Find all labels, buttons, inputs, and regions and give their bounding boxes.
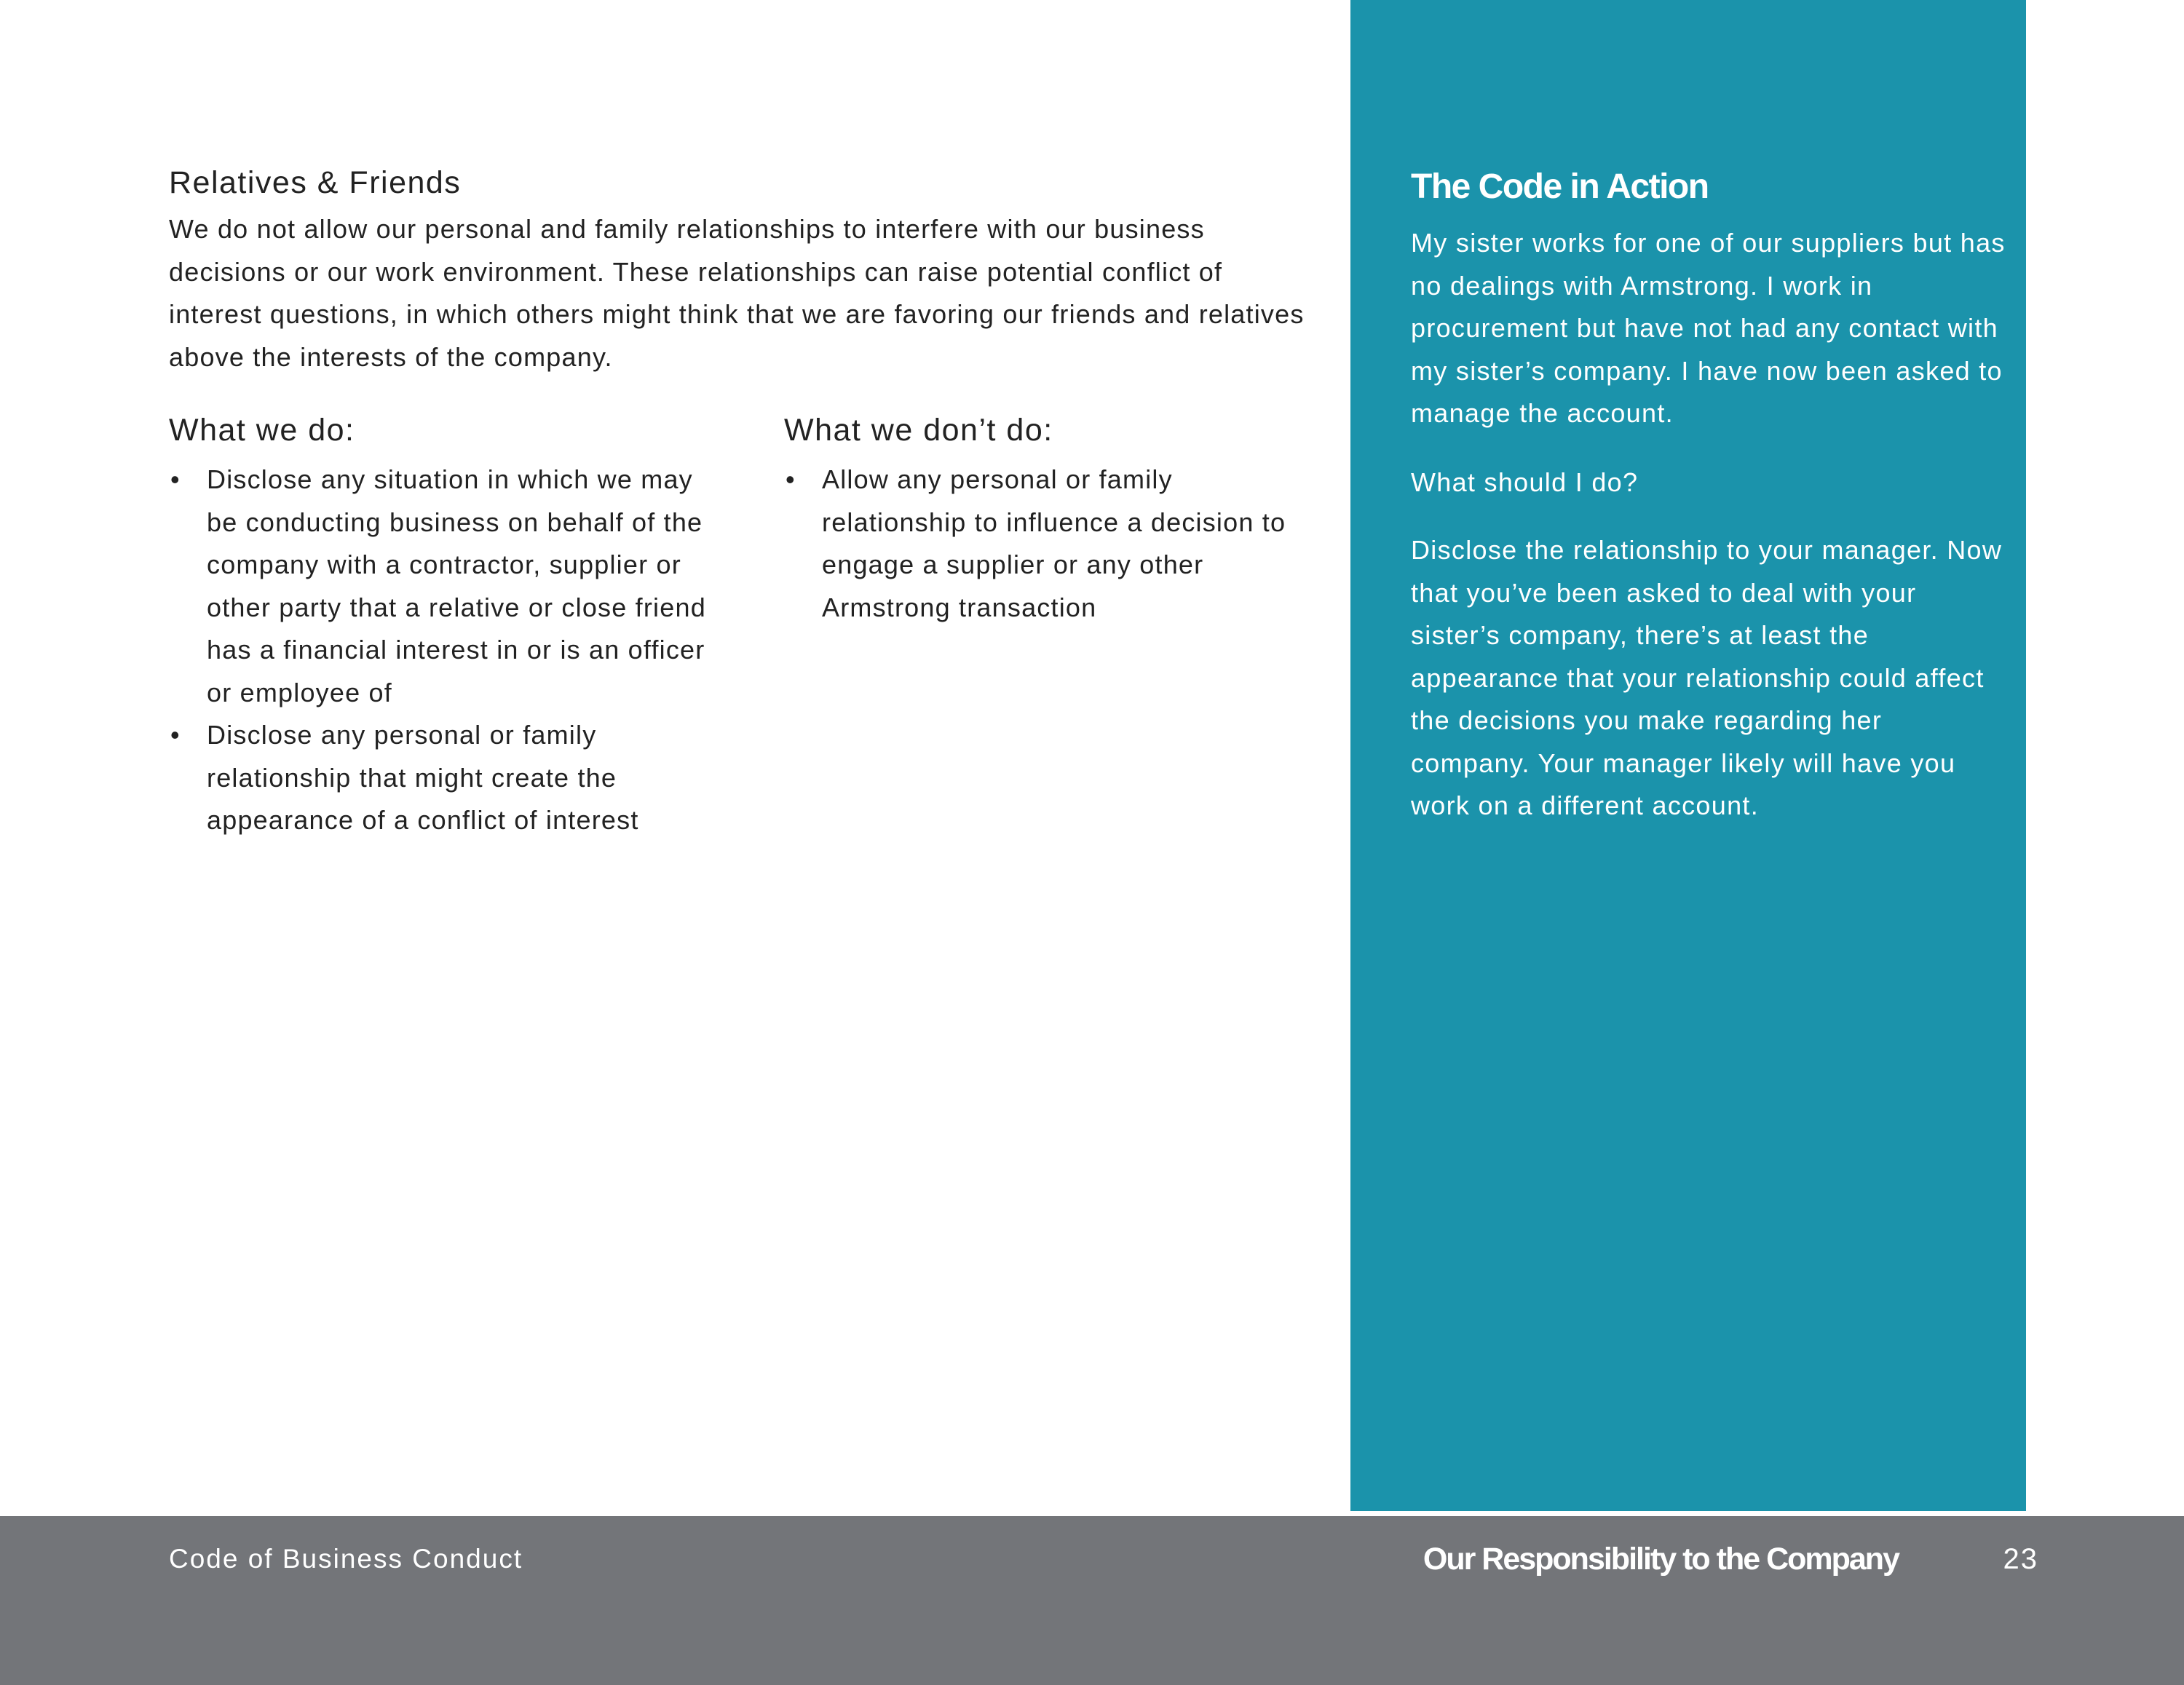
sidebar-answer: Disclose the relationship to your manager. Now that you’ve been asked to deal with your sister’s company, there’s at least the appearance that your relationship could affect the decisions you make regarding her company. Your manager likely will have you work on a different account. [1411,535,2003,820]
what-we-do-heading: What we do: [169,413,355,448]
what-we-dont-do-heading: What we don’t do: [784,413,1053,448]
footer-document-title: Code of Business Conduct [169,1544,523,1574]
sidebar-content [1411,162,2008,828]
section-title: Relatives & Friends [169,165,462,200]
what-we-dont-do-list [784,459,1294,629]
page-footer [0,1516,2184,1685]
list-item-text: Allow any personal or family relationship to influence a decision to engage a supplier or any other Armstrong transaction [822,464,1286,622]
sidebar-title: The Code in Action [1411,167,1709,206]
bullet-icon: • [170,464,181,494]
list-item [784,459,1294,629]
list-item [169,714,722,842]
what-we-dont-do-column [784,409,1294,629]
sidebar-scenario: My sister works for one of our suppliers but has no dealings with Armstrong. I work in procurement but have not had any contact with my sister’s company. I have now been asked to manage the account. [1411,228,2006,428]
sidebar-question: What should I do? [1411,467,1639,497]
list-item-text: Disclose any personal or family relationship that might create the appearance of a conflict of interest [207,720,639,835]
what-we-do-list [169,459,722,842]
intro-paragraph: We do not allow our personal and family relationships to interfere with our business decisions or our work environment. These relationships can raise potential conflict of interest questions, in which others might think that we are favoring our friends and relatives above the interests of the company. [169,214,1305,372]
bullet-icon: • [170,720,181,750]
list-item [169,459,722,714]
do-dont-columns [169,409,1305,977]
page-number: 23 [2003,1543,2038,1575]
list-item-text: Disclose any situation in which we may be conducting business on behalf of the company with a contractor, supplier or other party that a relative or close friend has a financial interest in or is an officer or employee of [207,464,706,707]
bullet-icon: • [786,464,796,494]
code-in-action-sidebar [1350,0,2026,1511]
main-content [169,162,1305,835]
what-we-do-column [169,409,722,842]
footer-section-title: Our Responsibility to the Company [1423,1542,1899,1577]
